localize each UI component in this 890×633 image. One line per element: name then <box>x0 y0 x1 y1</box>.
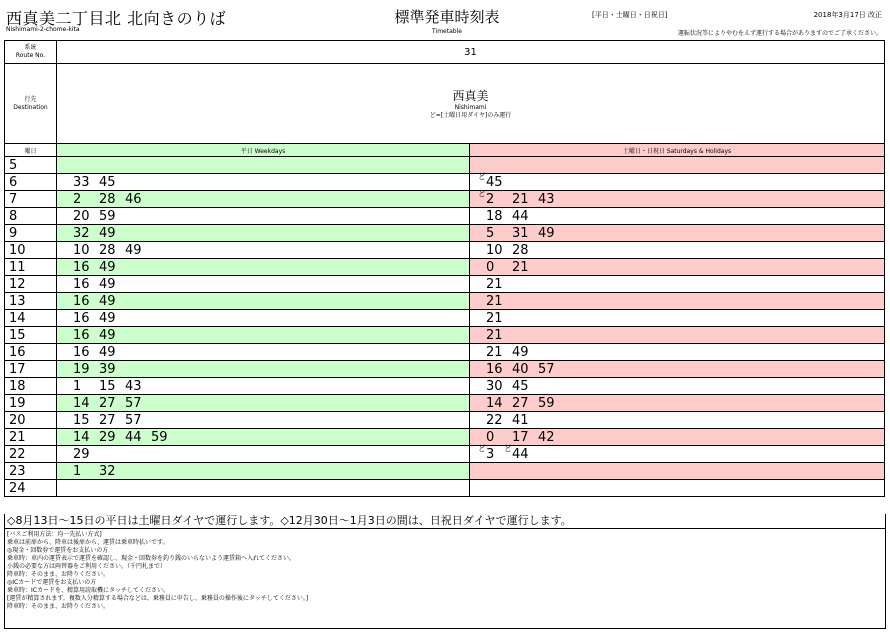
holiday-minutes <box>470 276 885 293</box>
holiday-minutes <box>470 463 885 480</box>
hour-row <box>5 361 885 378</box>
minute-value: 10 <box>486 242 503 258</box>
departure-minute: 1 <box>73 463 82 479</box>
minute-value: 41 <box>512 412 529 428</box>
departure-minute: 59 <box>99 208 116 224</box>
holiday-minutes <box>470 378 885 395</box>
departure-minute: 15 <box>99 378 116 394</box>
hour-cell: 13 <box>5 293 57 310</box>
departure-minute <box>486 260 512 275</box>
departure-minute: 1 <box>73 378 82 394</box>
holiday-minutes <box>470 293 885 310</box>
saturday-only-mark: ど <box>478 188 486 198</box>
hour-column-header: 曜日 <box>5 144 57 157</box>
departure-minute: 46 <box>125 191 142 207</box>
destination-note: ど=[土曜日用ダイヤ]のみ運行 <box>429 112 512 119</box>
hour-row <box>5 208 885 225</box>
fare-info-line: ◎ICカードで運賃をお支払いの方 <box>7 579 97 586</box>
departure-minute <box>486 396 512 411</box>
departure-minute: 16 <box>73 327 90 343</box>
departure-minute <box>512 379 538 394</box>
route-label-en: Route No. <box>15 52 46 59</box>
holiday-minutes <box>470 242 885 259</box>
hour-cell: 9 <box>5 225 57 242</box>
departure-minute <box>538 226 564 241</box>
weekday-minutes <box>57 293 470 310</box>
departure-minute <box>512 260 538 275</box>
hour-row <box>5 378 885 395</box>
hour-cell: 7 <box>5 191 57 208</box>
hour-row <box>5 446 885 463</box>
minute-value: 17 <box>512 429 529 445</box>
minute-value: 16 <box>486 361 503 377</box>
route-number: 31 <box>57 41 885 64</box>
minute-value: 45 <box>512 378 529 394</box>
fare-info <box>4 529 886 629</box>
hour-cell: 6 <box>5 174 57 191</box>
weekday-minutes <box>57 191 470 208</box>
hour-row <box>5 225 885 242</box>
hour-cell: 24 <box>5 480 57 497</box>
weekday-minutes <box>57 310 470 327</box>
departure-minute: 19 <box>73 361 90 377</box>
departure-minute: 16 <box>73 259 90 275</box>
hour-cell: 20 <box>5 412 57 429</box>
fare-info-line: 乗車は前扉から、降車は後扉から、運賃は乗車時払いです。 <box>7 539 169 546</box>
departure-minute: 27 <box>99 412 116 428</box>
departure-minute: 57 <box>125 395 142 411</box>
destination-name-en: Nishimami <box>454 104 487 111</box>
holiday-minutes <box>470 310 885 327</box>
destination-label-cell <box>5 64 57 144</box>
operation-notice: 運転状況等によりやむをえず運行する場合がありますのでご了承ください。 <box>677 30 882 37</box>
hour-cell: 12 <box>5 276 57 293</box>
holiday-minutes <box>470 412 885 429</box>
holiday-minutes <box>470 429 885 446</box>
minute-value: 5 <box>486 225 495 241</box>
hour-cell: 14 <box>5 310 57 327</box>
fare-info-line: [運賃が精算されます。複数人分精算する場合などは、乗務員に申告し、乗務員の操作後にタッチしてください。] <box>7 595 309 602</box>
hour-cell: 16 <box>5 344 57 361</box>
hour-cell: 21 <box>5 429 57 446</box>
departure-minute: 28 <box>99 191 116 207</box>
hour-row <box>5 480 885 497</box>
hour-cell: 8 <box>5 208 57 225</box>
revision-date: 2018年3月17日 改正 <box>813 11 882 19</box>
holiday-minutes <box>470 344 885 361</box>
departure-minute <box>478 171 512 190</box>
departure-minute <box>486 311 512 326</box>
minute-value: 21 <box>486 276 503 292</box>
holiday-minutes <box>470 327 885 344</box>
route-label: 系統 <box>24 44 37 51</box>
departure-minute <box>486 345 512 360</box>
weekday-minutes <box>57 225 470 242</box>
weekday-minutes <box>57 157 470 174</box>
weekday-minutes <box>57 429 470 446</box>
hour-row <box>5 327 885 344</box>
weekday-minutes <box>57 208 470 225</box>
minute-value: 28 <box>512 242 529 258</box>
departure-minute <box>512 345 538 360</box>
weekday-minutes <box>57 412 470 429</box>
minute-value: 45 <box>486 174 503 190</box>
holiday-minutes <box>470 225 885 242</box>
weekday-minutes <box>57 344 470 361</box>
minute-value: 43 <box>538 191 555 207</box>
weekday-minutes <box>57 463 470 480</box>
departure-minute: 49 <box>99 327 116 343</box>
weekday-column-header: 平日 Weekdays <box>57 144 470 157</box>
special-schedule-note: ◇8月13日～15日の平日は土曜日ダイヤで運行します。◇12月30日～1月3日の間は、日祝日ダイヤで運行します。 <box>4 514 886 529</box>
departure-minute <box>538 430 564 445</box>
minute-value: 40 <box>512 361 529 377</box>
departure-minute: 29 <box>73 446 90 462</box>
destination-label-en: Destination <box>13 103 48 111</box>
minute-value: 21 <box>486 327 503 343</box>
departure-minute <box>486 209 512 224</box>
timetable-title: 標準発車時刻表 <box>394 8 500 26</box>
fare-info-line: 降車時：そのまま、お降りください。 <box>7 571 110 578</box>
fare-info-line: 乗車時：ICカードを、精算用読取機にタッチしてください。 <box>7 587 169 594</box>
departure-minute: 33 <box>73 174 90 190</box>
holiday-minutes <box>470 480 885 497</box>
hour-row <box>5 242 885 259</box>
weekday-minutes <box>57 276 470 293</box>
departure-minute: 49 <box>125 242 142 258</box>
minute-value: 21 <box>512 191 529 207</box>
day-types: [平日・土曜日・日祝日] <box>592 11 668 19</box>
route-label-cell <box>5 41 57 64</box>
minute-value: 44 <box>512 446 529 462</box>
hour-row <box>5 395 885 412</box>
hour-cell: 22 <box>5 446 57 463</box>
departure-minute <box>512 396 538 411</box>
departure-minute: 45 <box>99 174 116 190</box>
hour-cell: 10 <box>5 242 57 259</box>
stop-romaji: Nishimami-2-chome-kita <box>6 26 80 33</box>
departure-minute <box>538 192 564 207</box>
fare-info-line: ◎現金・回数券で運賃をお支払いの方 <box>7 547 109 554</box>
departure-minute: 39 <box>99 361 116 377</box>
hour-row <box>5 293 885 310</box>
destination-label: 行先 <box>24 95 37 103</box>
weekday-minutes <box>57 242 470 259</box>
minute-value: 22 <box>486 412 503 428</box>
departure-minute <box>512 362 538 377</box>
hour-cell: 15 <box>5 327 57 344</box>
departure-minute: 49 <box>99 293 116 309</box>
departure-minute: 10 <box>73 242 90 258</box>
fare-info-line: 降車時：そのまま、お降りください。 <box>7 603 110 610</box>
hour-row <box>5 157 885 174</box>
minute-value: 21 <box>486 344 503 360</box>
minute-value: 57 <box>538 361 555 377</box>
weekday-minutes <box>57 480 470 497</box>
weekday-minutes <box>57 174 470 191</box>
departure-minute: 16 <box>73 293 90 309</box>
departure-minute <box>486 226 512 241</box>
holiday-minutes <box>470 157 885 174</box>
minute-value: 42 <box>538 429 555 445</box>
departure-minute <box>486 413 512 428</box>
departure-minute <box>538 396 564 411</box>
departure-minute: 32 <box>73 225 90 241</box>
hour-cell: 18 <box>5 378 57 395</box>
departure-minute: 44 <box>125 429 142 445</box>
minute-value: 21 <box>486 310 503 326</box>
departure-minute <box>512 226 538 241</box>
weekday-minutes <box>57 361 470 378</box>
departure-minute: 20 <box>73 208 90 224</box>
departure-minute <box>486 362 512 377</box>
departure-minute: 49 <box>99 225 116 241</box>
minute-value: 2 <box>486 191 495 207</box>
departure-minute: 49 <box>99 310 116 326</box>
fare-info-line: 乗車時：車内の運賃表示で運賃を確認し、現金・回数券を釣り銭のいらないよう運賃箱へ入れてください。 <box>7 555 296 562</box>
departure-minute <box>486 379 512 394</box>
minute-value: 21 <box>512 259 529 275</box>
hour-row <box>5 191 885 208</box>
holiday-minutes <box>470 188 885 208</box>
header <box>0 0 890 40</box>
holiday-minutes <box>470 208 885 225</box>
minute-value: 3 <box>486 446 495 462</box>
hour-cell: 5 <box>5 157 57 174</box>
hour-row <box>5 174 885 191</box>
departure-minute: 14 <box>73 429 90 445</box>
hour-row <box>5 344 885 361</box>
minute-value: 0 <box>486 429 495 445</box>
weekday-minutes <box>57 378 470 395</box>
departure-minute: 28 <box>99 242 116 258</box>
departure-minute: 15 <box>73 412 90 428</box>
hour-cell: 23 <box>5 463 57 480</box>
departure-minute: 27 <box>99 395 116 411</box>
hour-row <box>5 276 885 293</box>
departure-minute: 59 <box>151 429 168 445</box>
hour-row <box>5 310 885 327</box>
departure-minute <box>486 328 512 343</box>
minute-value: 30 <box>486 378 503 394</box>
minute-value: 18 <box>486 208 503 224</box>
minute-value: 49 <box>538 225 555 241</box>
destination-cell <box>57 64 885 144</box>
minute-value: 49 <box>512 344 529 360</box>
departure-minute: 16 <box>73 310 90 326</box>
hour-row <box>5 429 885 446</box>
stop-name: 西真美二丁目北 北向きのりば <box>6 9 227 28</box>
weekday-minutes <box>57 446 470 463</box>
departure-minute <box>486 277 512 292</box>
destination-name: 西真美 <box>452 89 489 103</box>
hour-cell: 11 <box>5 259 57 276</box>
minute-value: 44 <box>512 208 529 224</box>
hour-row <box>5 463 885 480</box>
saturday-only-mark: ど <box>504 443 512 453</box>
hour-row <box>5 412 885 429</box>
departure-minute: 32 <box>99 463 116 479</box>
holiday-minutes <box>470 259 885 276</box>
minute-value: 0 <box>486 259 495 275</box>
departure-minute <box>486 243 512 258</box>
departure-minute: 2 <box>73 191 82 207</box>
departure-minute <box>478 188 512 207</box>
departure-minute: 49 <box>99 259 116 275</box>
holiday-minutes <box>470 171 885 191</box>
departure-minute <box>512 192 538 207</box>
holiday-column-header: 土曜日・日祝日 Saturdays & Holidays <box>470 144 885 157</box>
holiday-minutes <box>470 443 885 463</box>
holiday-minutes <box>470 361 885 378</box>
minute-value: 14 <box>486 395 503 411</box>
departure-minute: 16 <box>73 344 90 360</box>
departure-minute <box>512 430 538 445</box>
departure-minute <box>504 443 538 462</box>
minute-value: 21 <box>486 293 503 309</box>
departure-minute: 49 <box>99 344 116 360</box>
timetable-title-en: Timetable <box>432 28 462 35</box>
hour-row <box>5 259 885 276</box>
hour-cell: 19 <box>5 395 57 412</box>
departure-minute: 49 <box>99 276 116 292</box>
departure-minute: 43 <box>125 378 142 394</box>
saturday-only-mark: ど <box>478 443 486 453</box>
minute-value: 27 <box>512 395 529 411</box>
weekday-minutes <box>57 259 470 276</box>
hour-cell: 17 <box>5 361 57 378</box>
departure-minute: 14 <box>73 395 90 411</box>
weekday-minutes <box>57 395 470 412</box>
timetable-grid <box>4 40 885 497</box>
departure-minute: 57 <box>125 412 142 428</box>
holiday-minutes <box>470 395 885 412</box>
departure-minute: 16 <box>73 276 90 292</box>
weekday-minutes <box>57 327 470 344</box>
departure-minute <box>512 413 538 428</box>
fare-info-line: 小銭の必要な方は両替器をご利用ください。（千円札まで） <box>7 563 167 570</box>
departure-minute <box>512 243 538 258</box>
departure-minute <box>538 362 564 377</box>
saturday-only-mark: ど <box>478 171 486 181</box>
departure-minute <box>486 294 512 309</box>
fare-info-line: [バスご利用方法：均一先払い方式] <box>7 531 102 538</box>
minute-value: 31 <box>512 225 529 241</box>
departure-minute <box>512 209 538 224</box>
departure-minute: 29 <box>99 429 116 445</box>
minute-value: 59 <box>538 395 555 411</box>
